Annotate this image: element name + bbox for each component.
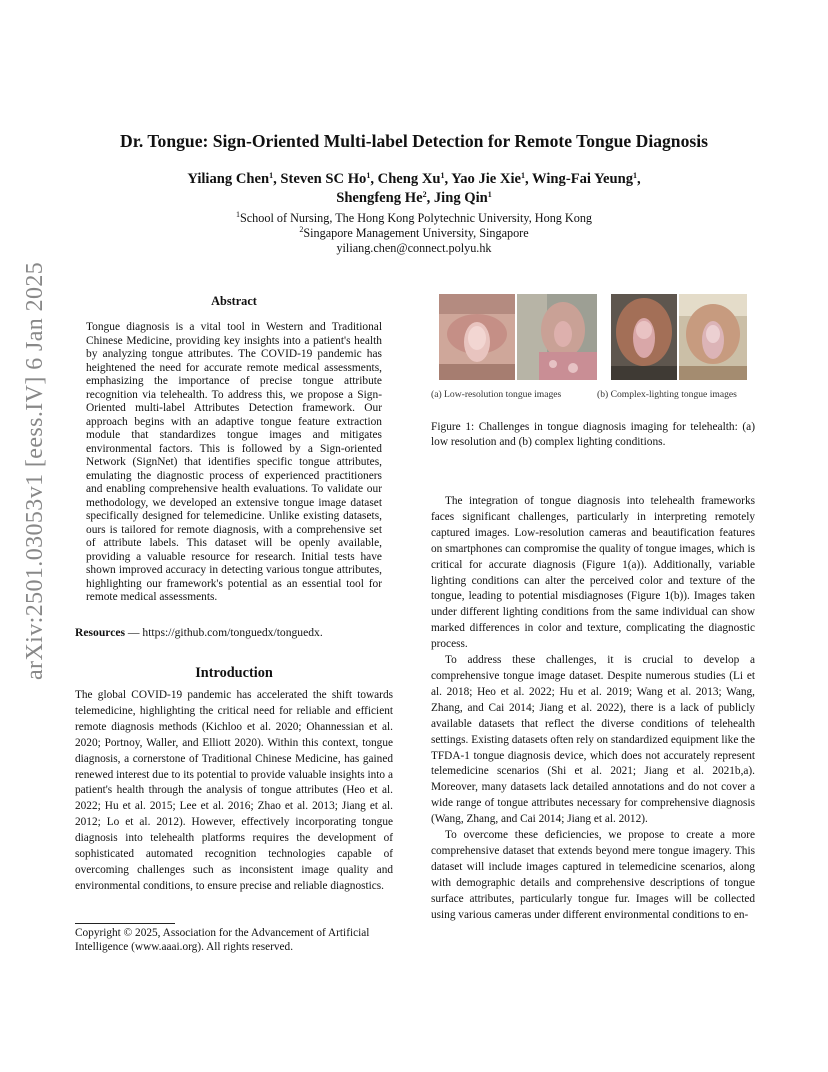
tongue-photo-complex-lighting-1 — [611, 294, 677, 380]
figure-1-caption: Figure 1: Challenges in tongue diagnosis imaging for telehealth: (a) low resolution and (b) complex lighting conditions. — [431, 421, 755, 448]
footnote-rule — [75, 923, 175, 924]
resources-line — [75, 626, 393, 639]
author-line-1: Yiliang Chen$^1$, Steven SC Ho$^1$, Cheng Xu$^1$, Yao Jie Xie$^1$, Wing-Fai Yeung$^1$, — [187, 171, 641, 187]
arxiv-sidebar-stamp — [22, 261, 56, 680]
tongue-photo-low-res-2 — [517, 294, 597, 380]
affiliation-1: $^1$School of Nursing, The Hong Kong Polytechnic University, Hong Kong — [235, 210, 593, 225]
author-name: Yao Jie Xie — [451, 171, 521, 187]
resources-link[interactable]: — https://github.com/tonguedx/tonguedx. — [125, 626, 323, 639]
author-name: Wing-Fai Yeung — [532, 171, 634, 187]
author-affiliation-mark: 2 — [422, 190, 427, 199]
figure-1 — [431, 294, 755, 414]
author-name: Shengfeng He — [336, 190, 423, 206]
arxiv-identifier: arXiv:2501.03053v1 [eess.IV] 6 Jan 2025 — [22, 261, 48, 680]
author-email: yiliang.chen@connect.polyu.hk — [336, 241, 492, 255]
abstract-heading: Abstract — [211, 294, 257, 308]
resources-label: Resources — [75, 626, 126, 639]
figure-1b-subcaption: (b) Complex-lighting tongue images — [597, 389, 737, 400]
author-name: Steven SC Ho — [280, 171, 367, 187]
right-paragraph-3: To overcome these deficiencies, we propose to create a more comprehensive dataset that extends beyond mere tongue imagery. This dataset will include images captured in telemedicine scenarios, along with demographic details and comprehensive descriptions of tongue surface attributes, particularly tongue fur. Images will be collected using various cameras under different environmental conditions to en- — [431, 829, 755, 921]
author-affiliation-mark: 1 — [366, 171, 371, 180]
introduction-body — [75, 688, 393, 895]
author-name: Cheng Xu — [377, 171, 441, 187]
copyright-notice: Copyright © 2025, Association for the Advancement of Artificial Intelligence (www.aaai.org). All rights reserved. — [75, 927, 370, 953]
affiliations — [0, 211, 828, 256]
author-affiliation-mark: 1 — [487, 190, 492, 199]
author-name: Jing Qin — [433, 190, 488, 206]
right-paragraph-1: The integration of tongue diagnosis into telehealth frameworks faces significant challenges, particularly in interpreting remotely captured images. Low-resolution cameras and beautification features on smartphones can compromise the quality of tongue images, which is critical for accurate diagnosis (Figure 1(a)). Additionally, variable lighting conditions can alter the perceived color and texture of the tongue, leading to potential misdiagnoses (Figure 1(b)). Images taken under different lighting conditions from the same individual can show marked differences in color and texture, complicating the diagnostic process. — [431, 495, 755, 651]
right-paragraph-2: To address these challenges, it is crucial to develop a comprehensive tongue image dataset. Despite numerous studies (Li et al. 2018; Heo et al. 2022; Hu et al. 2019; Wang et al. 2013; Wang, Zhang, and Cai 2014; Jiang et al. 2022), there is a lack of publicly available datasets that reflect the diverse conditions of telehealth settings. Existing datasets often rely on standardized equipment like the TFDA-1 tongue diagnosis device, which does not accurately represent telemedicine scenarios (Shi et al. 2021; Jiang et al. 2021b,a). Moreover, many datasets lack detailed annotations and do not cover a wide range of tongue attributes necessary for comprehensive diagnosis (Wang, Zhang, and Cai 2014; Jiang et al. 2012). — [431, 654, 755, 826]
abstract-text: Tongue diagnosis is a vital tool in Western and Traditional Chinese Medicine, providing key insights into a patient's health by analyzing tongue attributes. The COVID-19 pandemic has heightened the need for accurate remote medical assessments, emphasizing the importance of precise tongue attribute recognition via telehealth. To address this, we propose a Sign-Oriented multi-label Attributes Detection framework. Our approach begins with an adaptive tongue feature extraction module that standardizes tongue images and mitigates environmental factors. This is followed by a Sign-oriented Network (SignNet) that identifies specific tongue attributes, emulating the diagnostic process of experienced practitioners and enabling comprehensive health evaluations. To validate our methodology, we developed an extensive tongue image dataset specifically designed for telemedicine. Unlike existing datasets, ours is tailored for remote diagnosis, with a comprehensive set of attribute labels. This dataset will be openly available, providing a valuable resource for research. Initial tests have shown improved accuracy in detecting various tongue attributes, highlighting our framework's potential as an essential tool for remote medical assessments. — [86, 321, 382, 603]
author-list — [0, 170, 828, 208]
tongue-photo-low-res-1 — [439, 294, 515, 380]
paper-title: Dr. Tongue: Sign-Oriented Multi-label Detection for Remote Tongue Diagnosis — [120, 131, 708, 151]
author-affiliation-mark: 1 — [521, 171, 525, 180]
author-affiliation-mark: 1 — [269, 171, 274, 180]
author-line-2: Shengfeng He$^2$, Jing Qin$^1$ — [336, 190, 492, 206]
tongue-photo-complex-lighting-2 — [679, 294, 747, 380]
introduction-paragraph-1: The global COVID-19 pandemic has accelerated the shift towards telemedicine, highlighting the critical need for reliable and efficient remote diagnosis methods (Kichloo et al. 2020; Ohannessian et al. 2020; Portnoy, Waller, and Elliott 2020). Within this context, tongue diagnosis, a cornerstone of Traditional Chinese Medicine, has gained renewed interest due to its potential to provide valuable insights into a patient's health through the analysis of tongue attributes (Heo et al. 2022; Hu et al. 2015; Lee et al. 2016; Zhao et al. 2013; Jiang et al. 2012; Lo et al. 2012). However, effectively incorporating tongue diagnosis into telehealth platforms requires the development of sophisticated automated recognition technologies capable of overcoming challenges such as inconsistent image quality and environmental conditions, to ensure precise and reliable diagnostics. — [75, 689, 393, 892]
author-affiliation-mark: 1 — [633, 171, 638, 180]
right-column-body — [431, 494, 755, 923]
author-affiliation-mark: 1 — [440, 171, 445, 180]
affiliation-2: $^2$Singapore Management University, Singapore — [299, 225, 529, 240]
figure-1a-subcaption: (a) Low-resolution tongue images — [431, 389, 562, 400]
introduction-heading: Introduction — [195, 665, 273, 681]
author-name: Yiliang Chen — [187, 171, 270, 187]
